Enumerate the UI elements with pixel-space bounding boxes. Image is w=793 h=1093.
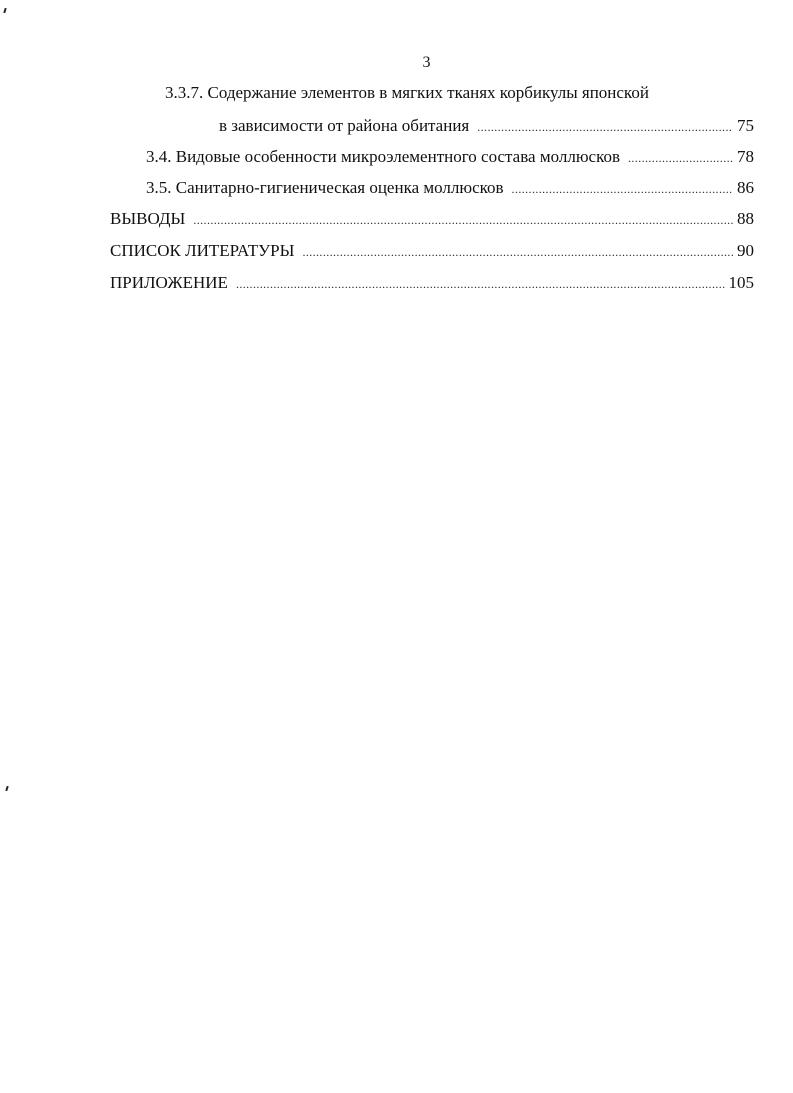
toc-entry-vyvody	[110, 209, 754, 230]
toc-entry-title: ВЫВОДЫ	[110, 209, 186, 228]
scan-artifact-mark	[3, 8, 6, 13]
toc-entry-3-4	[146, 147, 754, 168]
toc-entry-title: 3.4. Видовые особенности микроэлементного состава моллюсков	[146, 147, 620, 166]
page-number: 3	[422, 54, 431, 71]
toc-entry-3-3-7-line1	[165, 83, 715, 103]
dot-leader	[628, 148, 733, 168]
toc-entry-title: в зависимости от района обитания	[219, 116, 470, 135]
toc-entry-title: 3.5. Санитарно-гигиеническая оценка моллюсков	[146, 178, 504, 197]
dot-leader	[302, 242, 733, 262]
toc-entry-page: 88	[737, 209, 754, 228]
toc-entry-page: 86	[737, 178, 754, 197]
toc-entry-title: СПИСОК ЛИТЕРАТУРЫ	[110, 241, 295, 260]
toc-entry-3-3-7-line2	[219, 116, 754, 137]
dot-leader	[477, 117, 733, 137]
dot-leader	[236, 274, 725, 294]
toc-entry-page: 105	[728, 273, 754, 292]
toc-entry-title: 3.3.7. Содержание элементов в мягких тканях корбикулы японской	[165, 83, 649, 102]
toc-entry-page: 90	[737, 241, 754, 260]
toc-entry-spisok-literatury	[110, 241, 754, 262]
toc-entry-page: 75	[737, 116, 754, 135]
toc-entry-prilozhenie	[110, 273, 754, 294]
toc-entry-page: 78	[737, 147, 754, 166]
dot-leader	[193, 210, 733, 230]
dot-leader	[512, 179, 733, 199]
scan-artifact-mark	[5, 786, 8, 791]
toc-entry-3-5	[146, 178, 754, 199]
toc-entry-title: ПРИЛОЖЕНИЕ	[110, 273, 228, 292]
